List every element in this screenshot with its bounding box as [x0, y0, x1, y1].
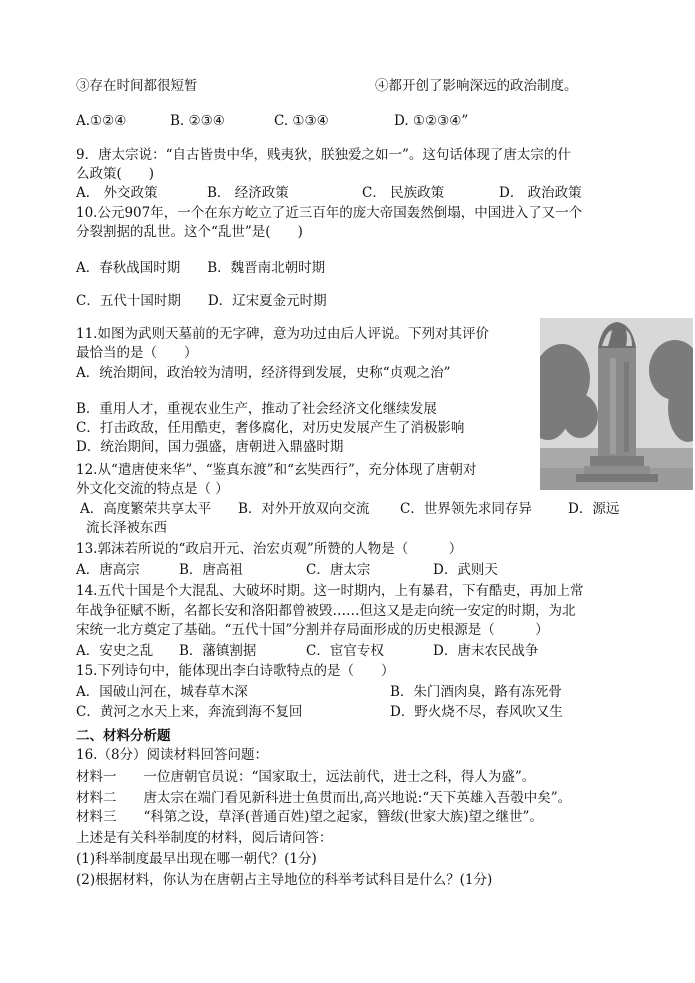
q14-option-d: D．唐末农民战争 — [433, 643, 539, 659]
q15-option-a: A．国破山河在，城春草木深 — [76, 684, 248, 700]
q12-stem-line2: 外文化交流的特点是（ ） — [76, 481, 229, 497]
q12-option-a: A．高度繁荣共享太平 — [80, 501, 212, 517]
q16-subquestion-1: (1)科举制度最早出现在哪一朝代？(1分) — [76, 851, 317, 867]
q11-stem-line2: 最恰当的是（ ） — [76, 345, 198, 361]
q13-option-d: D．武则天 — [433, 562, 498, 578]
q10-stem-line2: 分裂割据的乱世。这个“乱世”是( ) — [76, 224, 303, 240]
q13-option-a: A．唐高宗 — [76, 562, 140, 578]
q14-stem-line1: 14.五代十国是个大混乱、大破坏时期。这一时期内，上有暴君，下有酷吏，再加上常 — [76, 583, 584, 599]
section-title: 二、材料分析题 — [76, 728, 171, 744]
q15-option-c: C．黄河之水天上来，奔流到海不复回 — [76, 704, 303, 720]
q15-option-b: B．朱门酒肉臭，路有冻死骨 — [390, 684, 562, 700]
q15-option-d: D．野火烧不尽，春风吹又生 — [390, 704, 563, 720]
q9-stem-line2: 么政策( ) — [76, 166, 155, 182]
q12-option-b: B．对外开放双向交流 — [238, 501, 370, 517]
q12-option-d-cont: 流长泽被东西 — [86, 520, 167, 536]
q9-option-c: C． 民族政策 — [362, 185, 445, 201]
q11-option-c: C．打击政敌，任用酷吏，奢侈腐化，对历史发展产生了消极影响 — [76, 420, 465, 436]
wordless-stele-photo — [540, 318, 693, 490]
prev-option-a: A.①②④ — [76, 113, 127, 129]
q14-option-b: B．藩镇割据 — [179, 643, 257, 659]
q9-option-d: D． 政治政策 — [499, 185, 582, 201]
q16-subquestion-2: (2)根据材料，你认为在唐朝占主导地位的科举考试科目是什么？(1分) — [76, 872, 493, 888]
q11-stem-line1: 11.如图为武则天墓前的无字碑，意为功过由后人评说。下列对其评价 — [76, 326, 489, 342]
q16-stem: 16.（8分）阅读材料回答问题： — [76, 747, 269, 763]
q10-options-ab: A．春秋战国时期 B．魏晋南北朝时期 — [76, 260, 326, 276]
statement-4: ④都开创了影响深远的政治制度。 — [375, 78, 578, 94]
q10-options-cd: C．五代十国时期 D．辽宋夏金元时期 — [76, 293, 327, 309]
q14-stem-line2: 年战争征赋不断，名都长安和洛阳都曾被毁……但这又是走向统一安定的时期，为北 — [76, 603, 576, 619]
q12-option-d: D．源远 — [568, 501, 620, 517]
q13-option-b: B．唐高祖 — [179, 562, 243, 578]
q11-option-b: B．重用人才，重视农业生产，推动了社会经济文化继续发展 — [76, 401, 437, 417]
q16-intro: 上述是有关科举制度的材料，阅后请问答： — [76, 830, 333, 846]
q11-option-a: A．统治期间，政治较为清明，经济得到发展，史称“贞观之治” — [76, 365, 451, 381]
prev-option-c: C. ①③④ — [274, 113, 329, 129]
q12-option-c: C．世界领先求同存异 — [400, 501, 532, 517]
q16-material-3: 材料三 “科第之设，草泽(普通百姓)望之起家，簪绂(世家大族)望之继世”。 — [76, 809, 543, 825]
q10-stem-line1: 10.公元907年，一个在东方屹立了近三百年的庞大帝国轰然倒塌，中国进入了又一个 — [76, 205, 583, 221]
q14-stem-line3: 宋统一北方奠定了基础。“五代十国”分割并存局面形成的历史根源是（ ） — [76, 622, 549, 638]
q9-option-a: A． 外交政策 — [76, 185, 158, 201]
q9-option-b: B． 经济政策 — [207, 185, 289, 201]
q12-stem-line1: 12.从“遣唐使来华”、“鉴真东渡”和“玄奘西行”，充分体现了唐朝对 — [76, 462, 477, 478]
q14-option-c: C．宦官专权 — [306, 643, 384, 659]
prev-option-b: B. ②③④ — [170, 113, 225, 129]
q15-stem: 15.下列诗句中，能体现出李白诗歌特点的是（ ） — [76, 663, 395, 679]
q13-option-c: C．唐太宗 — [306, 562, 371, 578]
q14-option-a: A．安史之乱 — [76, 643, 154, 659]
prev-option-d: D. ①②③④” — [394, 113, 469, 129]
q11-option-d: D．统治期间，国力强盛，唐朝进入鼎盛时期 — [76, 439, 344, 455]
q9-stem-line1: 9．唐太宗说：“自古皆贵中华，贱夷狄，朕独爱之如一”。这句话体现了唐太宗的什 — [76, 147, 571, 163]
q16-material-1: 材料一 一位唐朝官员说：“国家取士，远法前代，进士之科，得人为盛”。 — [76, 769, 536, 785]
statement-3: ③存在时间都很短暂 — [76, 78, 198, 94]
q13-stem: 13.郭沫若所说的“政启开元、治宏贞观”所赞的人物是（ ） — [76, 541, 463, 557]
q16-material-2: 材料二 唐太宗在端门看见新科进士鱼贯而出,高兴地说:“天下英雄入吾彀中矣”。 — [76, 790, 572, 806]
stele-illustration — [540, 318, 693, 490]
